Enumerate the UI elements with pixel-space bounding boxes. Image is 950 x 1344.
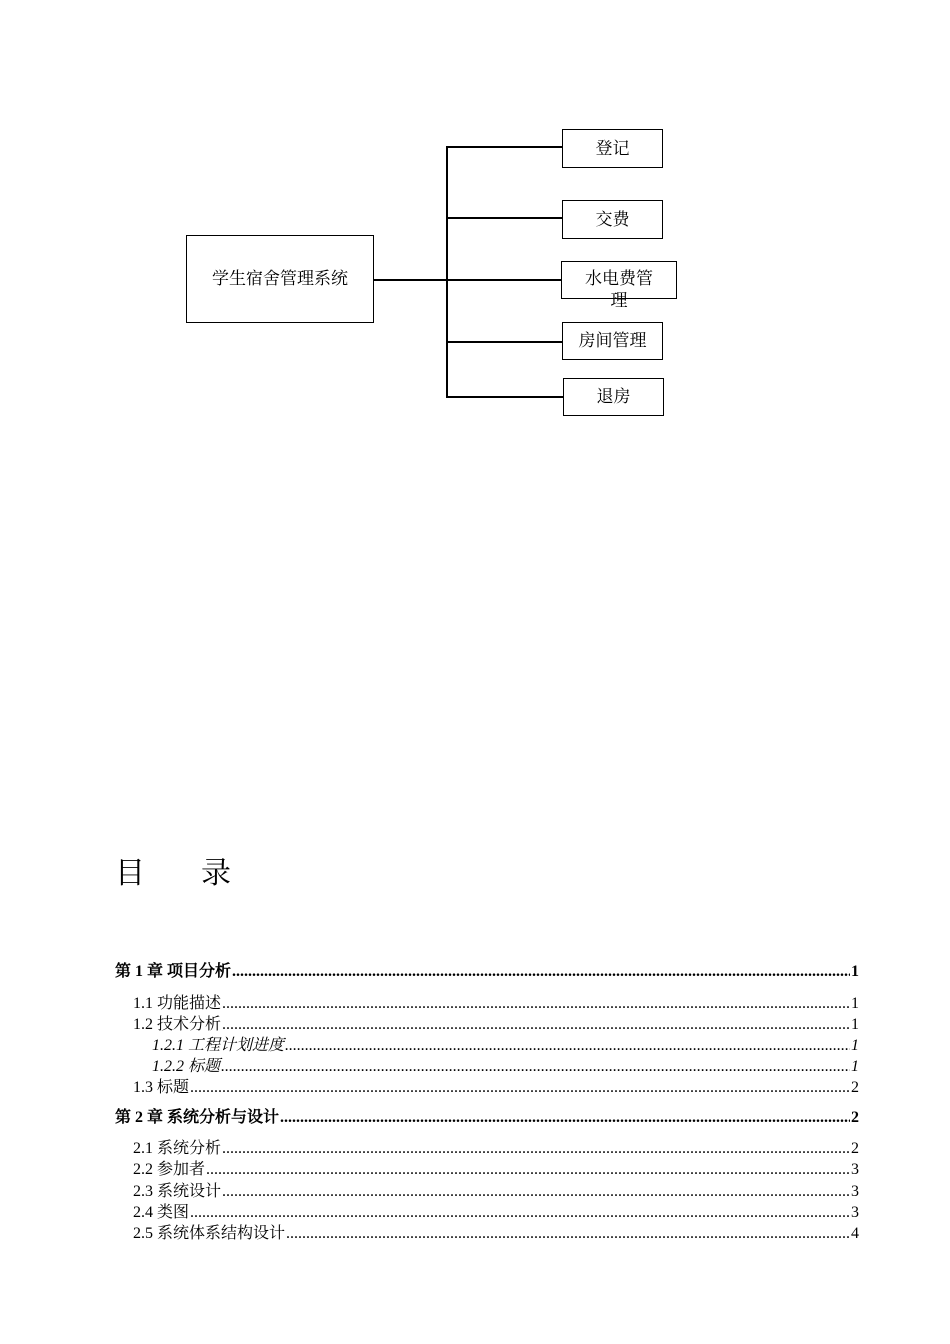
toc-leader <box>222 994 850 1014</box>
trunk-line <box>446 146 448 397</box>
toc-leader <box>190 1203 850 1223</box>
toc-entry[interactable] <box>152 1036 859 1056</box>
toc-entry-text: 1.2.2 标题 <box>152 1058 221 1075</box>
child-node-register <box>562 129 663 168</box>
toc-entry-text: 1.3 标题 <box>133 1079 190 1096</box>
root-connector <box>374 279 446 281</box>
toc-leader <box>280 1108 850 1128</box>
toc-entry-text: 1.2.1 工程计划进度 <box>152 1037 285 1054</box>
toc-heading-char: 录 <box>201 856 231 891</box>
root-node <box>186 235 374 323</box>
toc-page-number: 3 <box>851 1161 859 1178</box>
toc-leader <box>190 1078 850 1098</box>
branch-line-4 <box>446 341 562 343</box>
toc-entry[interactable] <box>133 1203 859 1223</box>
toc-page-number: 1 <box>851 1016 859 1033</box>
toc-page-number: 1 <box>851 963 859 980</box>
child-node-utility <box>561 261 677 310</box>
toc-entry-text: 2.2 参加者 <box>133 1161 206 1178</box>
toc-leader <box>286 1224 850 1244</box>
toc-entry[interactable] <box>133 994 859 1014</box>
child-node-label: 登记 <box>595 138 630 158</box>
toc-entry[interactable] <box>152 1057 859 1077</box>
toc-leader <box>221 1057 850 1077</box>
root-node-label: 学生宿舍管理系统 <box>212 269 348 288</box>
toc-leader <box>232 962 850 982</box>
branch-line-5 <box>446 396 563 398</box>
toc-leader <box>222 1139 850 1159</box>
toc-page-number: 1 <box>851 1058 859 1075</box>
child-node-label: 退房 <box>596 387 631 406</box>
toc-entry-text: 第 1 章 项目分析 <box>115 963 232 980</box>
child-node-label: 水电费管理 <box>585 269 653 310</box>
toc-entry[interactable] <box>133 1224 859 1244</box>
toc-leader <box>206 1160 850 1180</box>
toc-heading <box>115 848 287 892</box>
branch-line-3 <box>446 279 562 281</box>
toc-entry-text: 2.5 系统体系结构设计 <box>133 1225 286 1242</box>
child-node-room <box>562 322 663 360</box>
toc-page-number: 1 <box>851 1037 859 1054</box>
toc-entry[interactable] <box>133 1139 859 1159</box>
toc-page-number: 1 <box>851 995 859 1012</box>
toc-entry[interactable] <box>115 1108 859 1128</box>
toc-entry[interactable] <box>133 1015 859 1035</box>
child-node-checkout <box>563 378 664 416</box>
toc-entry-text: 2.3 系统设计 <box>133 1183 222 1200</box>
toc-entry[interactable] <box>133 1160 859 1180</box>
toc-entry-text: 2.1 系统分析 <box>133 1140 222 1157</box>
toc-leader <box>222 1182 850 1202</box>
toc-entry-text: 第 2 章 系统分析与设计 <box>115 1109 280 1126</box>
toc-entry-text: 1.2 技术分析 <box>133 1016 222 1033</box>
toc-page-number: 4 <box>851 1225 859 1242</box>
toc-page-number: 3 <box>851 1204 859 1221</box>
child-node-label: 交费 <box>595 209 630 229</box>
toc-entry[interactable] <box>133 1182 859 1202</box>
toc-entry[interactable] <box>133 1078 859 1098</box>
toc-leader <box>285 1036 850 1056</box>
toc-entry-text: 2.4 类图 <box>133 1204 190 1221</box>
toc-page-number: 3 <box>851 1183 859 1200</box>
branch-line-1 <box>446 146 562 148</box>
toc-page-number: 2 <box>851 1079 859 1096</box>
branch-line-2 <box>446 217 562 219</box>
toc-heading-char: 目 <box>115 856 145 891</box>
toc-entry-text: 1.1 功能描述 <box>133 995 222 1012</box>
toc-leader <box>222 1015 850 1035</box>
toc-entry[interactable] <box>115 962 859 982</box>
child-node-payment <box>562 200 663 239</box>
toc-page-number: 2 <box>851 1109 859 1126</box>
child-node-label: 房间管理 <box>578 331 647 350</box>
toc-page-number: 2 <box>851 1140 859 1157</box>
